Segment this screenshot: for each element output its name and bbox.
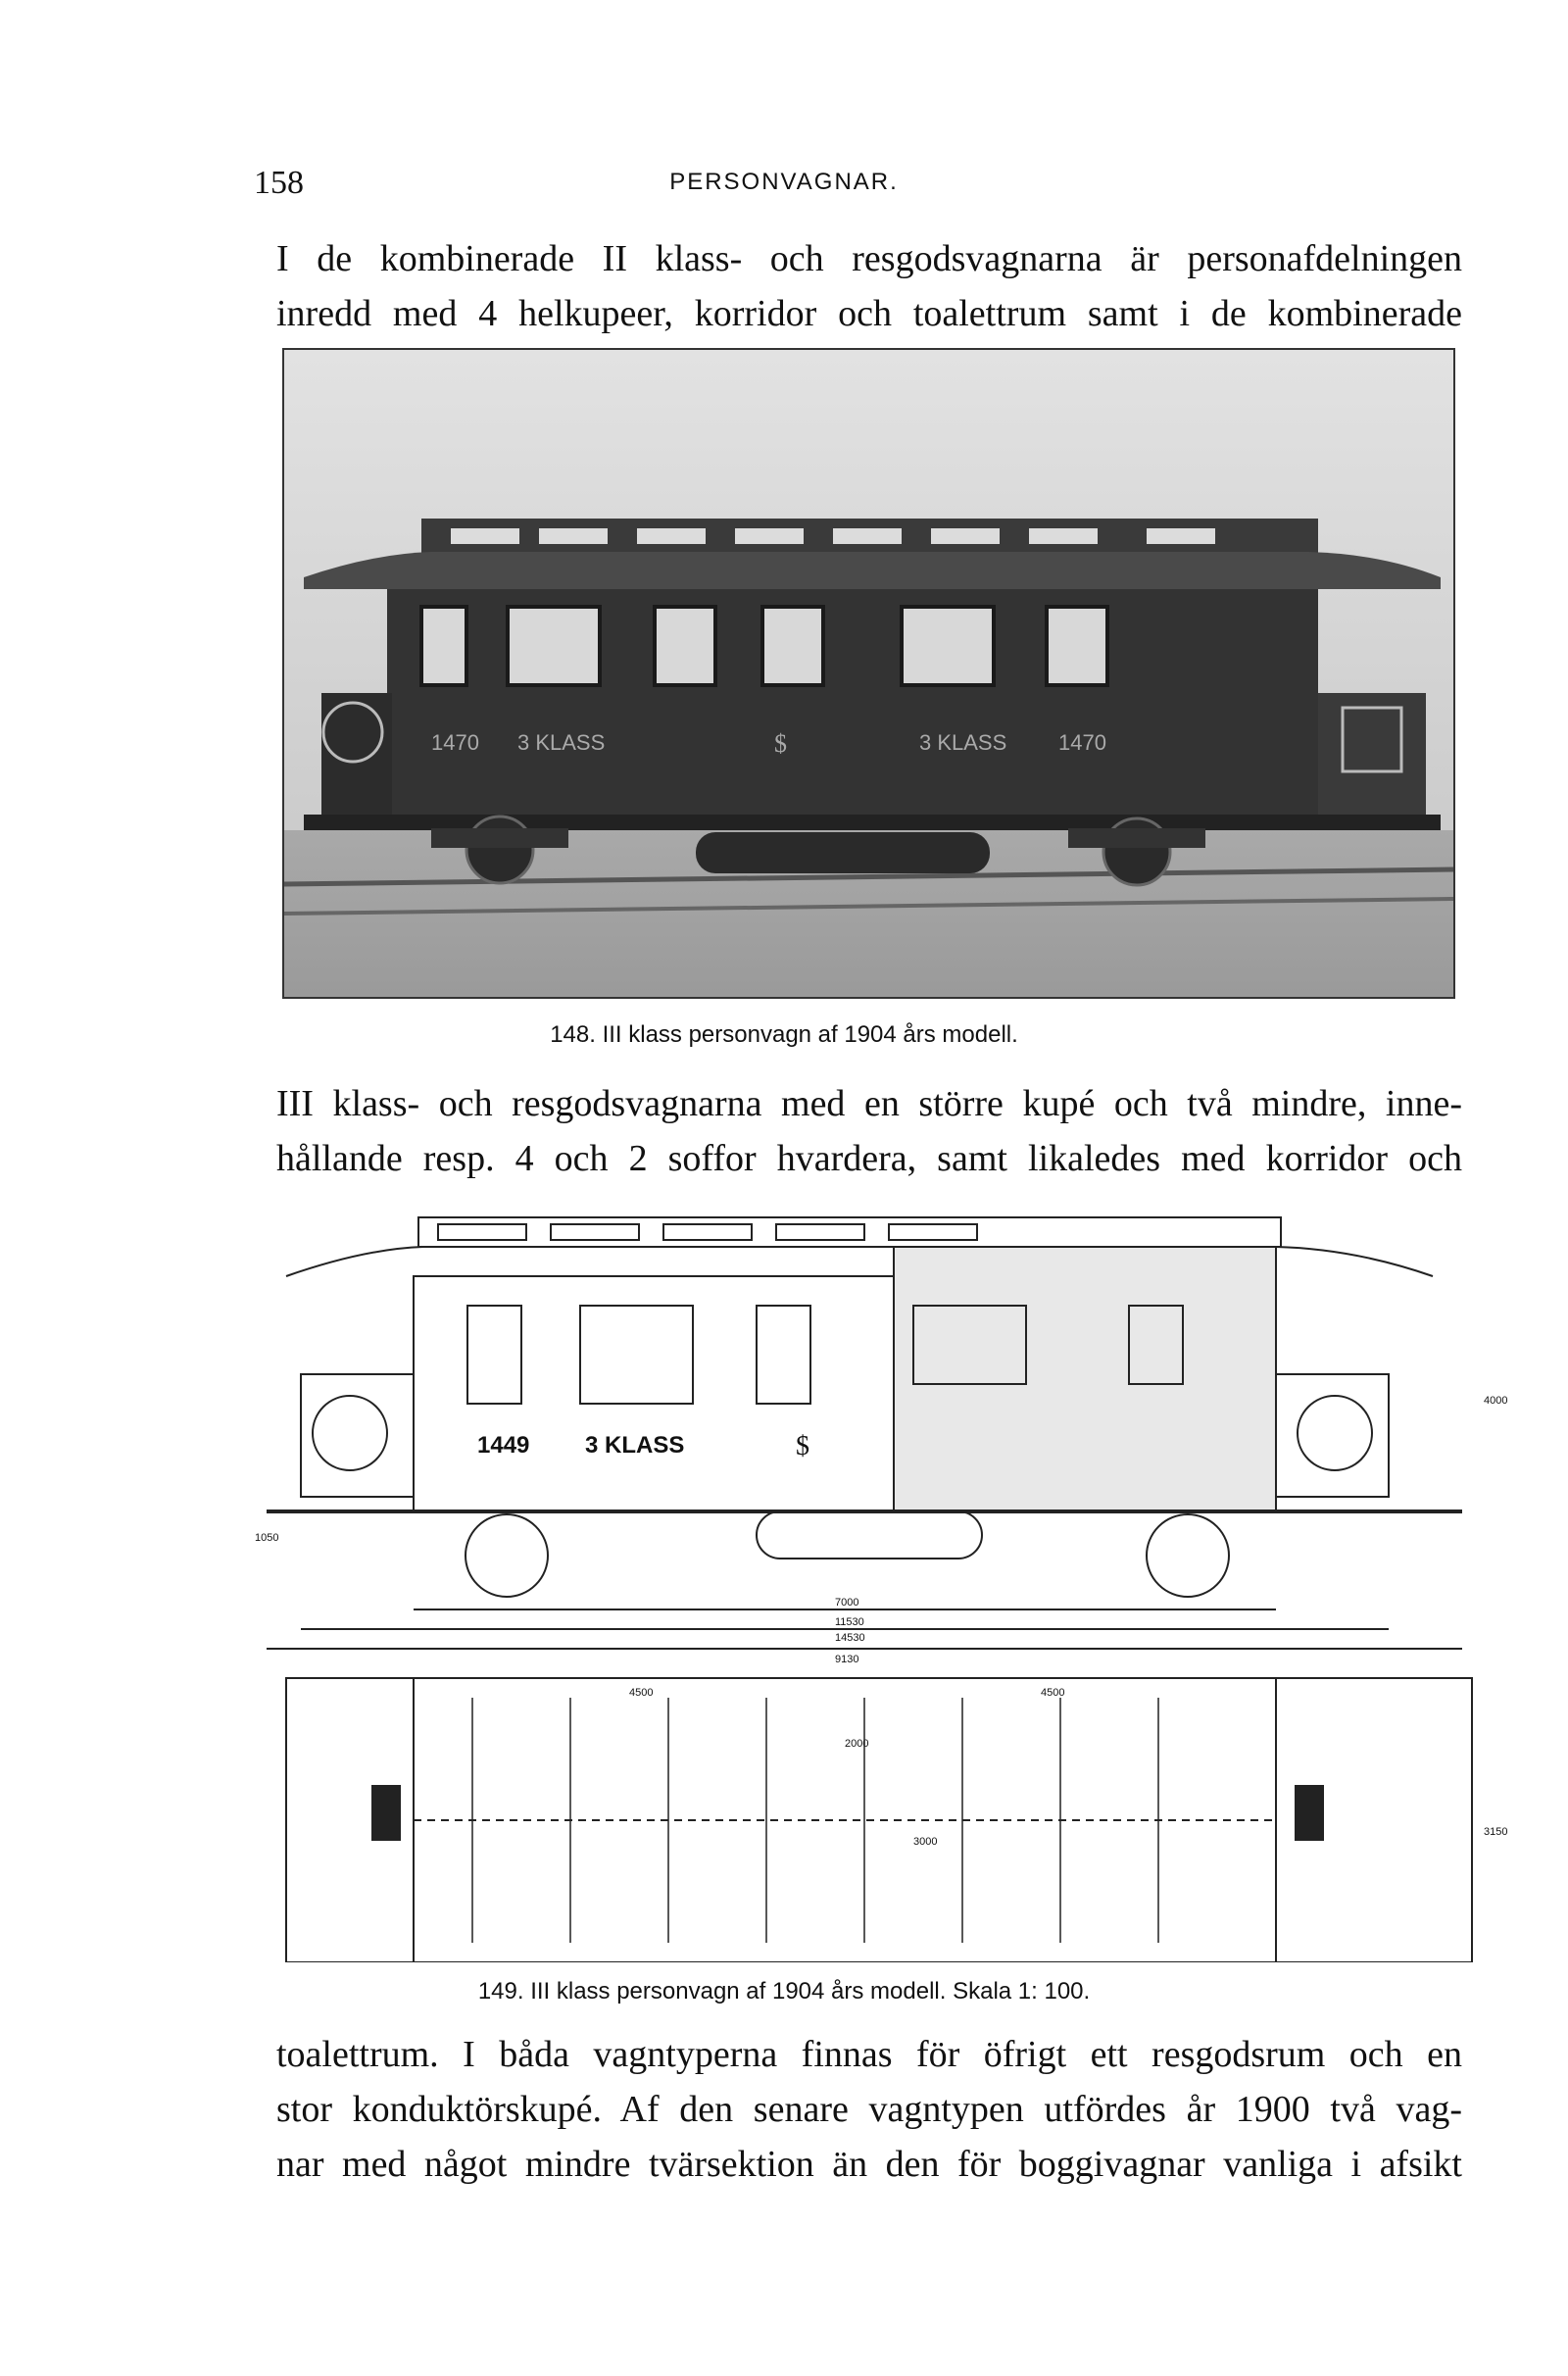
dimension-label: 1050 — [255, 1532, 279, 1544]
paragraph-3-line-3: nar med något mindre tvärsektion än den för boggivagnar vanliga i afsikt — [276, 2144, 1462, 2185]
figure-148-caption: 148. III klass personvagn af 1904 års modell. — [550, 1021, 1018, 1048]
paragraph-1-line-1: I de kombinerade II klass- och resgodsvagnarna är personafdelningen — [276, 238, 1462, 279]
dimension-label: 4500 — [1041, 1687, 1065, 1699]
paragraph-2 — [276, 1076, 1462, 1186]
figure-149-drawing — [247, 1198, 1511, 1962]
class-label-right: 3 KLASS — [919, 730, 1007, 755]
page-number: 158 — [254, 165, 304, 201]
drawing-class-label: 3 KLASS — [585, 1432, 685, 1459]
dimension-label: 4500 — [629, 1687, 654, 1699]
drawing-car-number: 1449 — [477, 1432, 530, 1459]
paragraph-1 — [276, 231, 1462, 341]
emblem: $ — [774, 729, 787, 758]
dimension-label: 3000 — [913, 1836, 938, 1848]
paragraph-3-line-2: stor konduktörskupé. Af den senare vagntypen utfördes år 1900 två vag- — [276, 2089, 1462, 2130]
class-label-left: 3 KLASS — [517, 730, 606, 755]
running-head: PERSONVAGNAR. — [669, 169, 899, 195]
dimension-label: 9130 — [835, 1654, 859, 1665]
dimension-label: 3150 — [1484, 1826, 1508, 1838]
car-technical-drawing — [247, 1198, 1511, 1962]
dimension-label: 4000 — [1484, 1395, 1508, 1407]
car-number-left: 1470 — [431, 730, 479, 755]
paragraph-1-line-2: inredd med 4 helkupeer, korridor och toalettrum samt i de kombinerade — [276, 293, 1462, 334]
figure-148-photo — [282, 348, 1455, 999]
railway-carriage-photo — [284, 350, 1453, 997]
dimension-label: 14530 — [835, 1632, 865, 1644]
dimension-label: 11530 — [835, 1616, 864, 1628]
paragraph-2-line-2: hållande resp. 4 och 2 soffor hvardera, samt likaledes med korridor och — [276, 1138, 1462, 1179]
car-number-right: 1470 — [1058, 730, 1106, 755]
paragraph-3 — [276, 2027, 1462, 2192]
dimension-label: 7000 — [835, 1597, 859, 1609]
paragraph-3-line-1: toalettrum. I båda vagntyperna finnas för öfrigt ett resgodsrum och en — [276, 2034, 1462, 2075]
figure-149-caption: 149. III klass personvagn af 1904 års modell. Skala 1: 100. — [477, 1978, 1091, 2005]
dimension-label: 2000 — [845, 1738, 869, 1750]
drawing-emblem: $ — [796, 1431, 809, 1461]
paragraph-2-line-1: III klass- och resgodsvagnarna med en större kupé och två mindre, inne- — [276, 1083, 1462, 1124]
